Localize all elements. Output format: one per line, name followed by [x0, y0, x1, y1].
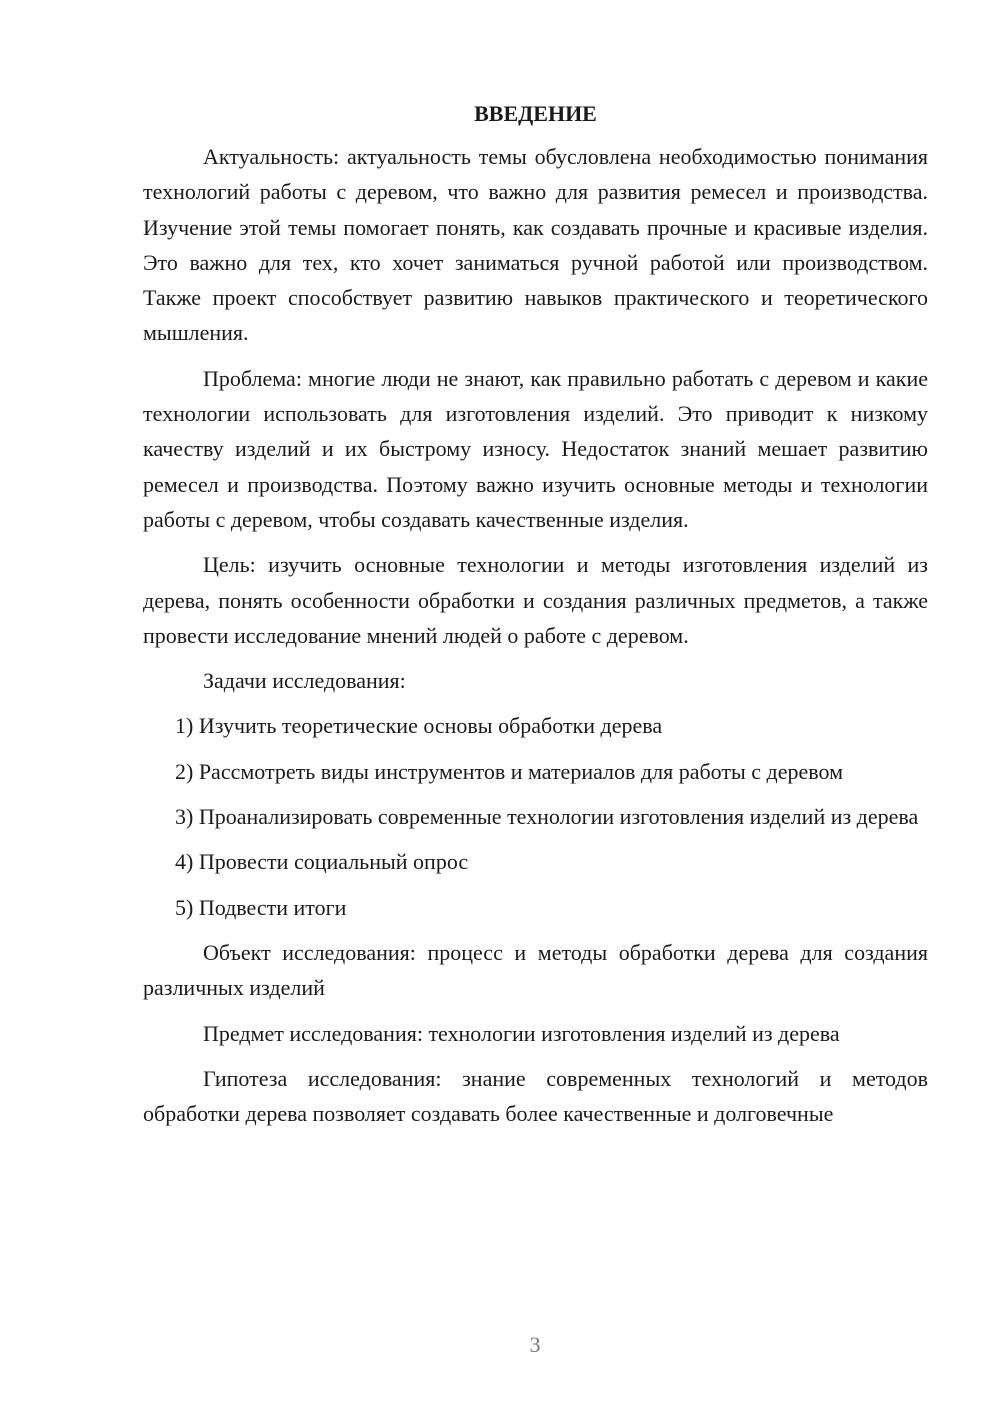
task-item-1: 1) Изучить теоретические основы обработки дерева: [175, 713, 663, 739]
paragraph-relevance: Актуальность: актуальность темы обусловлена необходимостью понимания технологий работы с деревом, что важно для развития ремесел и производства. Изучение этой темы помогает понять, как создавать прочные и красивые изделия. Это важно для тех, кто хочет заниматься ручной работой или производством. Также проект способствует развитию навыков практического и теоретического мышления.: [143, 144, 928, 346]
task-item-5: 5) Подвести итоги: [175, 894, 347, 920]
section-title: ВВЕДЕНИЕ: [474, 101, 597, 126]
task-item-3: 3) Проанализировать современные технологии изготовления изделий из дерева: [175, 804, 919, 830]
paragraph-object: Объект исследования: процесс и методы обработки дерева для создания различных изделий: [143, 939, 928, 1001]
paragraph-goal: Цель: изучить основные технологии и методы изготовления изделий из дерева, понять особенности обработки и создания различных предметов, а также провести исследование мнений людей о работе с деревом.: [143, 552, 928, 648]
task-item-4: 4) Провести социальный опрос: [175, 849, 469, 875]
task-item-2: 2) Рассмотреть виды инструментов и материалов для работы с деревом: [175, 758, 844, 784]
paragraph-subject: Предмет исследования: технологии изготовления изделий из дерева: [203, 1020, 840, 1046]
paragraph-problem: Проблема: многие люди не знают, как правильно работать с деревом и какие технологии использовать для изготовления изделий. Это приводит к низкому качеству изделий и их быстрому износу. Недостаток знаний мешает развитию ремесел и производства. Поэтому важно изучить основные методы и технологии работы с деревом, чтобы создавать качественные изделия.: [143, 365, 928, 532]
page-content: [143, 96, 928, 1141]
page-number: 3: [529, 1332, 541, 1357]
paragraph-hypothesis: Гипотеза исследования: знание современных технологий и методов обработки дерева позволяет создавать более качественные и долговечные: [143, 1065, 928, 1127]
paragraph-tasks-heading: Задачи исследования:: [203, 668, 406, 694]
